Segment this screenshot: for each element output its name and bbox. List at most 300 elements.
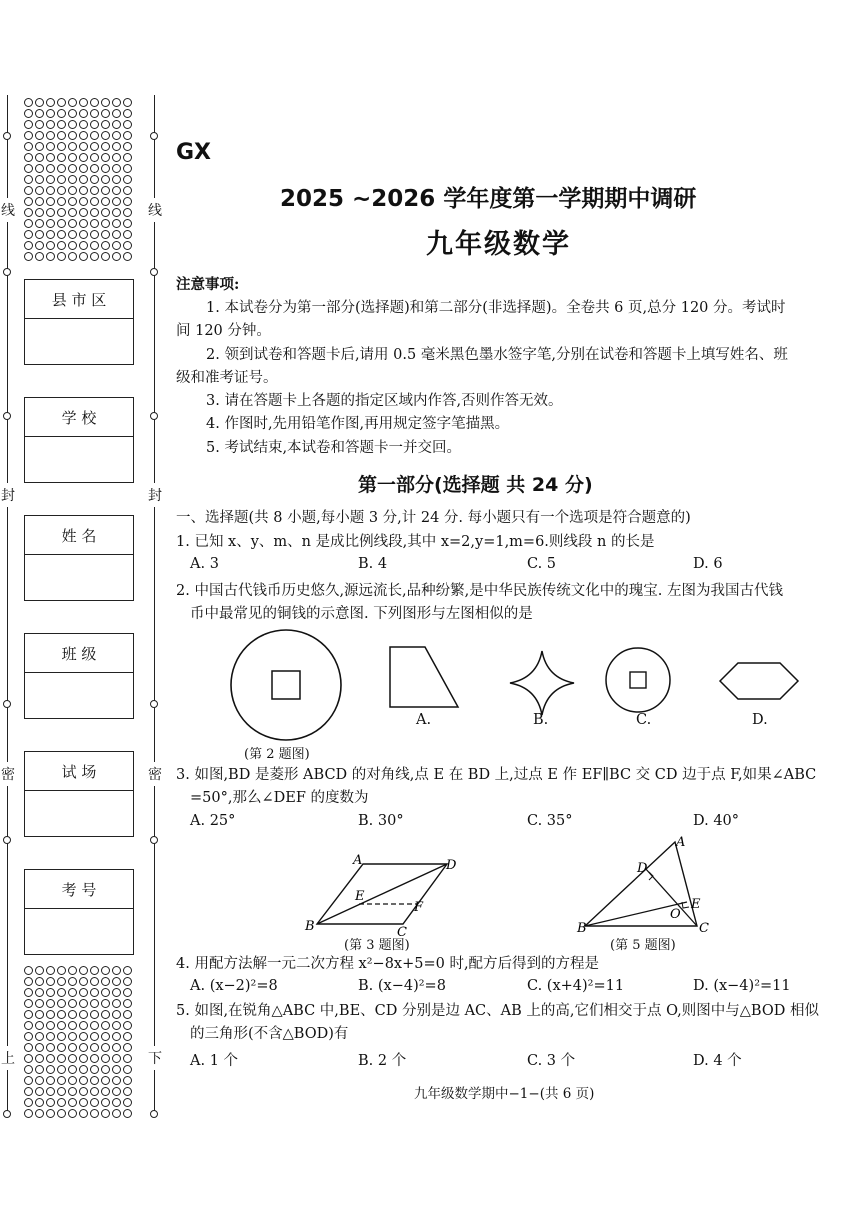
decorative-dot bbox=[57, 1010, 66, 1019]
binding-ring bbox=[150, 268, 158, 276]
decorative-dot bbox=[35, 977, 44, 986]
decorative-dot bbox=[57, 1065, 66, 1074]
decorative-dot bbox=[79, 219, 88, 228]
decorative-dot bbox=[101, 241, 110, 250]
decorative-dot bbox=[90, 1098, 99, 1107]
decorative-dot bbox=[46, 1098, 55, 1107]
decorative-dot bbox=[112, 131, 121, 140]
decorative-dot bbox=[79, 1087, 88, 1096]
label-b: B bbox=[305, 919, 315, 934]
decorative-dot bbox=[79, 252, 88, 261]
decorative-dot bbox=[101, 219, 110, 228]
decorative-dot bbox=[57, 153, 66, 162]
decorative-dot bbox=[24, 966, 33, 975]
q5-figure-caption: (第 5 题图) bbox=[610, 938, 676, 953]
decorative-dot bbox=[35, 109, 44, 118]
decorative-dot bbox=[57, 109, 66, 118]
decorative-dot bbox=[112, 109, 121, 118]
decorative-dot bbox=[79, 1043, 88, 1052]
decorative-dot bbox=[57, 1021, 66, 1030]
decorative-dot bbox=[101, 230, 110, 239]
decorative-dot bbox=[112, 1065, 121, 1074]
decorative-dot bbox=[57, 1087, 66, 1096]
decorative-dot bbox=[112, 966, 121, 975]
decorative-dot bbox=[123, 186, 132, 195]
q5-option-c[interactable]: C. 3 个 bbox=[527, 1053, 576, 1069]
decorative-dot bbox=[90, 1109, 99, 1118]
decorative-dot bbox=[46, 175, 55, 184]
decorative-dot bbox=[24, 175, 33, 184]
decorative-dot bbox=[46, 999, 55, 1008]
decorative-dot bbox=[24, 1054, 33, 1063]
decorative-dot bbox=[123, 999, 132, 1008]
decorative-dot bbox=[35, 197, 44, 206]
notice-item: 3. 请在答题卡上各题的指定区域内作答,否则作答无效。 bbox=[206, 393, 563, 409]
decorative-dot bbox=[79, 120, 88, 129]
decorative-dot bbox=[101, 197, 110, 206]
binding-ring bbox=[150, 412, 158, 420]
decorative-dot bbox=[101, 131, 110, 140]
decorative-dot bbox=[46, 208, 55, 217]
question-1-stem: 1. 已知 x、y、m、n 是成比例线段,其中 x=2,y=1,m=6.则线段 n 的长是 bbox=[176, 534, 655, 550]
decorative-dot bbox=[79, 98, 88, 107]
section-title: 第一部分(选择题 共 24 分) bbox=[358, 474, 593, 496]
field-label: 姓 名 bbox=[25, 516, 133, 555]
decorative-dot bbox=[68, 1043, 77, 1052]
question-2-stem: 币中最常见的铜钱的示意图. 下列图形与左图相似的是 bbox=[190, 606, 533, 622]
decorative-dot bbox=[24, 109, 33, 118]
decorative-dot bbox=[101, 109, 110, 118]
decorative-dot bbox=[68, 230, 77, 239]
q2-option-a[interactable]: A. bbox=[416, 712, 432, 728]
decorative-dot bbox=[90, 241, 99, 250]
decorative-dot bbox=[24, 1109, 33, 1118]
decorative-dot bbox=[90, 1087, 99, 1096]
decorative-dot bbox=[90, 131, 99, 140]
coin-figure bbox=[231, 630, 341, 740]
q1-option-c[interactable]: C. 5 bbox=[527, 556, 557, 572]
decorative-dot bbox=[68, 999, 77, 1008]
decorative-dot bbox=[101, 1076, 110, 1085]
decorative-dot bbox=[68, 208, 77, 217]
decorative-dot bbox=[101, 999, 110, 1008]
q5-option-a[interactable]: A. 1 个 bbox=[190, 1053, 239, 1069]
decorative-dot bbox=[123, 109, 132, 118]
decorative-dot bbox=[24, 252, 33, 261]
label-o: O bbox=[670, 907, 681, 922]
decorative-dot bbox=[123, 219, 132, 228]
binding-char-feng: 封 bbox=[1, 483, 15, 507]
option-c-square-hole bbox=[630, 672, 646, 688]
decorative-dot bbox=[90, 98, 99, 107]
decorative-dot bbox=[123, 164, 132, 173]
decorative-dot bbox=[24, 120, 33, 129]
section-instruction: 一、选择题(共 8 小题,每小题 3 分,计 24 分. 每小题只有一个选项是符合题意的) bbox=[176, 510, 691, 526]
binding-char-mi: 密 bbox=[148, 762, 162, 786]
decorative-dot bbox=[46, 109, 55, 118]
notice-item: 2. 领到试卷和答题卡后,请用 0.5 毫米黑色墨水签字笔,分别在试卷和答题卡上填写姓名、班 bbox=[206, 347, 788, 363]
notice-item: 1. 本试卷分为第一部分(选择题)和第二部分(非选择题)。全卷共 6 页,总分 120 分。考试时 bbox=[206, 300, 786, 316]
decorative-dot bbox=[35, 131, 44, 140]
decorative-dot bbox=[101, 1098, 110, 1107]
decorative-dot bbox=[79, 230, 88, 239]
decorative-dot bbox=[46, 98, 55, 107]
decorative-dot bbox=[35, 1010, 44, 1019]
decorative-dot bbox=[24, 977, 33, 986]
decorative-dot bbox=[57, 1076, 66, 1085]
coin-square-hole bbox=[272, 671, 300, 699]
decorative-dot bbox=[112, 1032, 121, 1041]
decorative-dot bbox=[24, 999, 33, 1008]
decorative-dot bbox=[90, 1043, 99, 1052]
dot-pattern-top bbox=[24, 98, 134, 263]
decorative-dot bbox=[112, 1087, 121, 1096]
decorative-dot bbox=[24, 186, 33, 195]
decorative-dot bbox=[46, 142, 55, 151]
decorative-dot bbox=[24, 230, 33, 239]
decorative-dot bbox=[68, 1076, 77, 1085]
dot-pattern-bottom bbox=[24, 966, 134, 1120]
decorative-dot bbox=[35, 208, 44, 217]
decorative-dot bbox=[123, 241, 132, 250]
decorative-dot bbox=[68, 142, 77, 151]
binding-ring bbox=[150, 132, 158, 140]
field-label: 试 场 bbox=[25, 752, 133, 791]
decorative-dot bbox=[123, 1087, 132, 1096]
decorative-dot bbox=[68, 109, 77, 118]
field-label: 学 校 bbox=[25, 398, 133, 437]
decorative-dot bbox=[101, 1054, 110, 1063]
notice-item: 级和准考证号。 bbox=[176, 370, 278, 386]
decorative-dot bbox=[112, 230, 121, 239]
q5-figure-triangle bbox=[575, 832, 725, 937]
decorative-dot bbox=[123, 1043, 132, 1052]
exam-title: 2025 ~2026 学年度第一学期期中调研 bbox=[280, 186, 697, 212]
decorative-dot bbox=[123, 197, 132, 206]
decorative-dot bbox=[46, 1021, 55, 1030]
decorative-dot bbox=[35, 1032, 44, 1041]
decorative-dot bbox=[123, 175, 132, 184]
question-4-stem: 4. 用配方法解一元二次方程 x²−8x+5=0 时,配方后得到的方程是 bbox=[176, 956, 600, 972]
option-c-small-coin[interactable] bbox=[606, 648, 670, 712]
decorative-dot bbox=[57, 98, 66, 107]
q3-option-a[interactable]: A. 25° bbox=[190, 813, 236, 829]
decorative-dot bbox=[90, 999, 99, 1008]
decorative-dot bbox=[112, 153, 121, 162]
decorative-dot bbox=[79, 164, 88, 173]
decorative-dot bbox=[79, 1010, 88, 1019]
decorative-dot bbox=[68, 175, 77, 184]
decorative-dot bbox=[101, 1043, 110, 1052]
field-label: 班 级 bbox=[25, 634, 133, 673]
decorative-dot bbox=[112, 208, 121, 217]
decorative-dot bbox=[101, 142, 110, 151]
binding-ring bbox=[3, 132, 11, 140]
label-f: F bbox=[414, 900, 424, 915]
decorative-dot bbox=[68, 131, 77, 140]
decorative-dot bbox=[101, 120, 110, 129]
decorative-dot bbox=[35, 1098, 44, 1107]
decorative-dot bbox=[57, 208, 66, 217]
binding-ring bbox=[3, 1110, 11, 1118]
decorative-dot bbox=[90, 1076, 99, 1085]
decorative-dot bbox=[112, 999, 121, 1008]
option-a-trapezoid[interactable] bbox=[390, 647, 458, 707]
decorative-dot bbox=[112, 197, 121, 206]
decorative-dot bbox=[24, 1087, 33, 1096]
q1-option-a[interactable]: A. 3 bbox=[190, 556, 219, 572]
paper-code: GX bbox=[176, 140, 212, 165]
decorative-dot bbox=[90, 252, 99, 261]
decorative-dot bbox=[101, 1109, 110, 1118]
decorative-dot bbox=[90, 219, 99, 228]
field-exam-room[interactable] bbox=[24, 751, 134, 837]
field-county[interactable] bbox=[24, 279, 134, 365]
decorative-dot bbox=[46, 164, 55, 173]
decorative-dot bbox=[101, 1065, 110, 1074]
decorative-dot bbox=[79, 186, 88, 195]
q1-option-d[interactable]: D. 6 bbox=[693, 556, 723, 572]
decorative-dot bbox=[90, 1065, 99, 1074]
decorative-dot bbox=[35, 999, 44, 1008]
q2-option-c[interactable]: C. bbox=[636, 712, 652, 728]
decorative-dot bbox=[46, 1010, 55, 1019]
q4-option-d[interactable]: D. (x−4)²=11 bbox=[693, 978, 791, 994]
decorative-dot bbox=[35, 241, 44, 250]
label-a: A bbox=[676, 835, 686, 850]
decorative-dot bbox=[24, 98, 33, 107]
binding-line-right bbox=[154, 95, 155, 1115]
decorative-dot bbox=[46, 252, 55, 261]
decorative-dot bbox=[57, 1098, 66, 1107]
decorative-dot bbox=[24, 1021, 33, 1030]
decorative-dot bbox=[112, 1021, 121, 1030]
decorative-dot bbox=[57, 1043, 66, 1052]
decorative-dot bbox=[112, 164, 121, 173]
decorative-dot bbox=[35, 164, 44, 173]
decorative-dot bbox=[123, 966, 132, 975]
decorative-dot bbox=[68, 1098, 77, 1107]
decorative-dot bbox=[90, 142, 99, 151]
decorative-dot bbox=[79, 1021, 88, 1030]
decorative-dot bbox=[46, 186, 55, 195]
q3-option-c[interactable]: C. 35° bbox=[527, 813, 573, 829]
q5-option-b[interactable]: B. 2 个 bbox=[358, 1053, 407, 1069]
decorative-dot bbox=[101, 98, 110, 107]
decorative-dot bbox=[123, 1032, 132, 1041]
decorative-dot bbox=[57, 999, 66, 1008]
decorative-dot bbox=[35, 1043, 44, 1052]
q2-option-d[interactable]: D. bbox=[752, 712, 768, 728]
decorative-dot bbox=[123, 153, 132, 162]
decorative-dot bbox=[90, 120, 99, 129]
option-d-hexagon[interactable] bbox=[720, 663, 798, 699]
decorative-dot bbox=[112, 1109, 121, 1118]
decorative-dot bbox=[123, 977, 132, 986]
decorative-dot bbox=[46, 988, 55, 997]
decorative-dot bbox=[46, 197, 55, 206]
decorative-dot bbox=[24, 241, 33, 250]
decorative-dot bbox=[68, 966, 77, 975]
decorative-dot bbox=[101, 1010, 110, 1019]
decorative-dot bbox=[123, 1098, 132, 1107]
field-school[interactable] bbox=[24, 397, 134, 483]
q3-figure-caption: (第 3 题图) bbox=[344, 938, 410, 953]
binding-char-xian: 线 bbox=[148, 198, 162, 222]
decorative-dot bbox=[79, 1076, 88, 1085]
question-5-stem: 5. 如图,在锐角△ABC 中,BE、CD 分别是边 AC、AB 上的高,它们相交于点 O,则图中与△BOD 相似 bbox=[176, 1003, 819, 1019]
decorative-dot bbox=[79, 153, 88, 162]
decorative-dot bbox=[90, 164, 99, 173]
decorative-dot bbox=[24, 1032, 33, 1041]
decorative-dot bbox=[90, 197, 99, 206]
decorative-dot bbox=[35, 175, 44, 184]
label-d: D bbox=[446, 858, 457, 873]
decorative-dot bbox=[79, 1032, 88, 1041]
q2-figures bbox=[220, 625, 830, 765]
field-exam-number[interactable] bbox=[24, 869, 134, 955]
q3-option-d[interactable]: D. 40° bbox=[693, 813, 740, 829]
decorative-dot bbox=[112, 98, 121, 107]
decorative-dot bbox=[112, 142, 121, 151]
decorative-dot bbox=[79, 1065, 88, 1074]
decorative-dot bbox=[24, 988, 33, 997]
decorative-dot bbox=[79, 109, 88, 118]
decorative-dot bbox=[68, 988, 77, 997]
decorative-dot bbox=[79, 241, 88, 250]
question-3-stem: =50°,那么∠DEF 的度数为 bbox=[190, 790, 369, 806]
label-d: D bbox=[637, 861, 648, 876]
decorative-dot bbox=[68, 1054, 77, 1063]
q1-option-b[interactable]: B. 4 bbox=[358, 556, 388, 572]
decorative-dot bbox=[79, 197, 88, 206]
decorative-dot bbox=[123, 1109, 132, 1118]
decorative-dot bbox=[112, 252, 121, 261]
decorative-dot bbox=[68, 1087, 77, 1096]
decorative-dot bbox=[46, 219, 55, 228]
decorative-dot bbox=[57, 988, 66, 997]
decorative-dot bbox=[123, 1054, 132, 1063]
decorative-dot bbox=[46, 1054, 55, 1063]
decorative-dot bbox=[35, 219, 44, 228]
decorative-dot bbox=[46, 1043, 55, 1052]
decorative-dot bbox=[123, 1021, 132, 1030]
decorative-dot bbox=[35, 1087, 44, 1096]
decorative-dot bbox=[57, 142, 66, 151]
q5-option-d[interactable]: D. 4 个 bbox=[693, 1053, 742, 1069]
decorative-dot bbox=[101, 988, 110, 997]
decorative-dot bbox=[79, 966, 88, 975]
decorative-dot bbox=[57, 131, 66, 140]
binding-ring bbox=[3, 700, 11, 708]
decorative-dot bbox=[68, 1021, 77, 1030]
decorative-dot bbox=[46, 131, 55, 140]
option-b-star[interactable] bbox=[510, 651, 574, 715]
decorative-dot bbox=[68, 186, 77, 195]
decorative-dot bbox=[68, 219, 77, 228]
decorative-dot bbox=[46, 1076, 55, 1085]
binding-ring bbox=[150, 700, 158, 708]
decorative-dot bbox=[90, 175, 99, 184]
decorative-dot bbox=[101, 252, 110, 261]
decorative-dot bbox=[35, 988, 44, 997]
page-footer: 九年级数学期中−1−(共 6 页) bbox=[414, 1086, 595, 1102]
decorative-dot bbox=[46, 1087, 55, 1096]
decorative-dot bbox=[123, 120, 132, 129]
decorative-dot bbox=[57, 186, 66, 195]
decorative-dot bbox=[35, 230, 44, 239]
decorative-dot bbox=[123, 1065, 132, 1074]
decorative-dot bbox=[35, 186, 44, 195]
decorative-dot bbox=[57, 252, 66, 261]
q4-option-b[interactable]: B. (x−4)²=8 bbox=[358, 978, 446, 994]
decorative-dot bbox=[24, 131, 33, 140]
decorative-dot bbox=[90, 1032, 99, 1041]
decorative-dot bbox=[24, 197, 33, 206]
decorative-dot bbox=[57, 164, 66, 173]
decorative-dot bbox=[90, 1054, 99, 1063]
q3-option-b[interactable]: B. 30° bbox=[358, 813, 404, 829]
decorative-dot bbox=[35, 252, 44, 261]
decorative-dot bbox=[68, 1065, 77, 1074]
decorative-dot bbox=[79, 142, 88, 151]
decorative-dot bbox=[123, 98, 132, 107]
binding-char-xia: 下 bbox=[148, 1046, 162, 1070]
q4-option-a[interactable]: A. (x−2)²=8 bbox=[190, 978, 278, 994]
field-name[interactable] bbox=[24, 515, 134, 601]
label-c: C bbox=[699, 921, 709, 936]
decorative-dot bbox=[57, 1054, 66, 1063]
decorative-dot bbox=[46, 153, 55, 162]
decorative-dot bbox=[123, 1076, 132, 1085]
decorative-dot bbox=[101, 1087, 110, 1096]
binding-char-mi: 密 bbox=[1, 762, 15, 786]
q4-option-c[interactable]: C. (x+4)²=11 bbox=[527, 978, 625, 994]
decorative-dot bbox=[35, 98, 44, 107]
decorative-dot bbox=[112, 988, 121, 997]
decorative-dot bbox=[101, 175, 110, 184]
decorative-dot bbox=[35, 1065, 44, 1074]
decorative-dot bbox=[68, 1010, 77, 1019]
binding-char-shang: 上 bbox=[1, 1046, 15, 1070]
decorative-dot bbox=[112, 977, 121, 986]
decorative-dot bbox=[79, 1054, 88, 1063]
label-b: B bbox=[577, 921, 587, 936]
label-e: E bbox=[355, 889, 365, 904]
decorative-dot bbox=[112, 1010, 121, 1019]
decorative-dot bbox=[79, 131, 88, 140]
decorative-dot bbox=[79, 1109, 88, 1118]
binding-char-feng: 封 bbox=[148, 483, 162, 507]
binding-ring bbox=[3, 836, 11, 844]
decorative-dot bbox=[35, 153, 44, 162]
binding-ring bbox=[3, 268, 11, 276]
q2-option-b[interactable]: B. bbox=[533, 712, 549, 728]
field-class[interactable] bbox=[24, 633, 134, 719]
decorative-dot bbox=[57, 230, 66, 239]
decorative-dot bbox=[68, 164, 77, 173]
binding-line-left bbox=[7, 95, 8, 1115]
decorative-dot bbox=[24, 1076, 33, 1085]
decorative-dot bbox=[101, 977, 110, 986]
decorative-dot bbox=[68, 252, 77, 261]
decorative-dot bbox=[90, 1010, 99, 1019]
decorative-dot bbox=[24, 164, 33, 173]
decorative-dot bbox=[112, 1098, 121, 1107]
decorative-dot bbox=[101, 1021, 110, 1030]
decorative-dot bbox=[112, 1076, 121, 1085]
decorative-dot bbox=[123, 988, 132, 997]
